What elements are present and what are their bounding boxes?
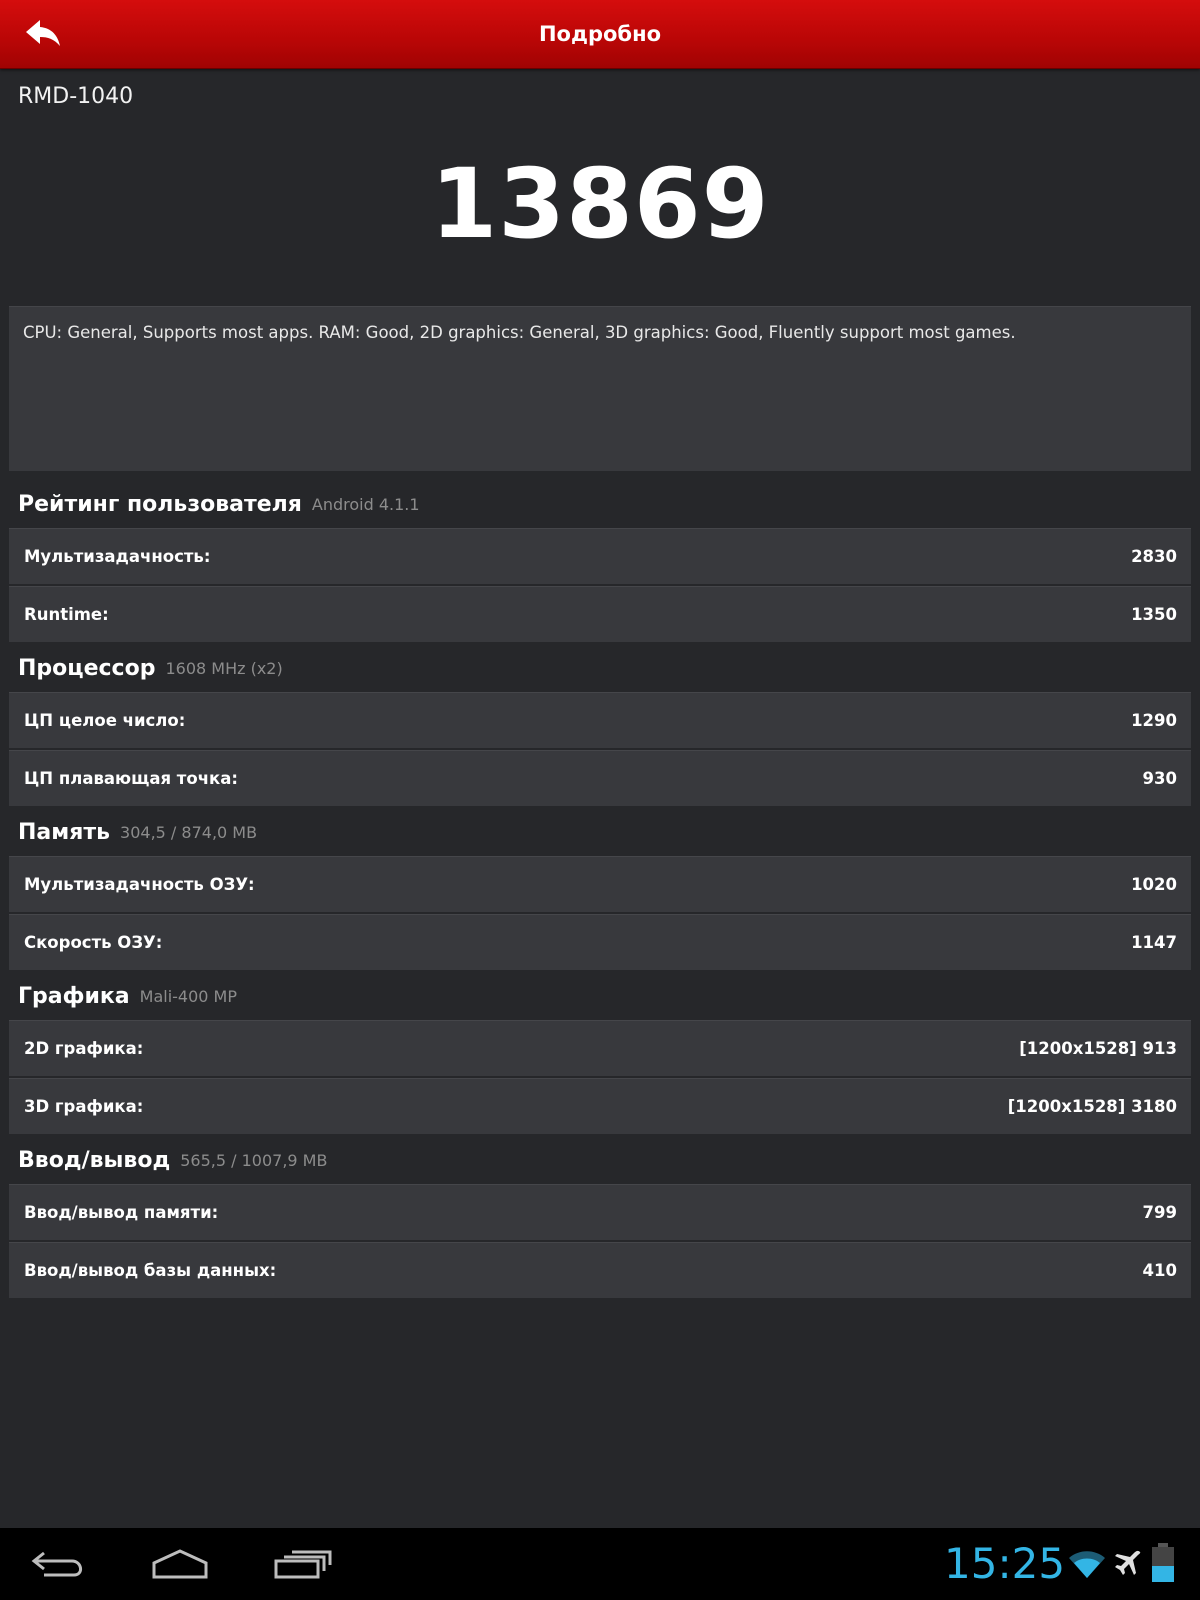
row-value: [1200x1528] 913 xyxy=(1019,1039,1177,1058)
section-subtitle: Android 4.1.1 xyxy=(311,494,420,514)
back-nav-icon xyxy=(30,1547,90,1581)
section-subtitle: 565,5 / 1007,9 MB xyxy=(180,1150,328,1170)
row-value: 1020 xyxy=(1131,875,1177,894)
row-value: 1147 xyxy=(1131,933,1177,952)
wifi-icon xyxy=(1066,1546,1108,1580)
row-label: Runtime: xyxy=(24,605,109,624)
row-label: Скорость ОЗУ: xyxy=(24,933,163,952)
device-name: RMD-1040 xyxy=(18,84,134,109)
row-value: 799 xyxy=(1142,1203,1177,1222)
system-nav-bar xyxy=(0,1528,1200,1600)
recent-apps-icon xyxy=(270,1547,334,1581)
section-header-user-rating xyxy=(18,484,420,524)
table-row xyxy=(9,1242,1191,1298)
nav-home-button[interactable] xyxy=(140,1540,220,1588)
airplane-mode-icon xyxy=(1112,1548,1144,1580)
table-row xyxy=(9,586,1191,642)
nav-back-button[interactable] xyxy=(20,1540,100,1588)
table-row xyxy=(9,1184,1191,1240)
status-clock[interactable]: 15:25 xyxy=(944,1539,1066,1588)
section-title: Процессор xyxy=(18,655,156,681)
table-row xyxy=(9,1020,1191,1076)
row-value: 930 xyxy=(1142,769,1177,788)
section-title: Память xyxy=(18,819,111,845)
row-label: ЦП плавающая точка: xyxy=(24,769,238,788)
row-label: 3D графика: xyxy=(24,1097,144,1116)
row-label: Ввод/вывод базы данных: xyxy=(24,1261,277,1280)
row-label: Мультизадачность: xyxy=(24,547,211,566)
battery-icon xyxy=(1150,1542,1176,1584)
row-value: 1350 xyxy=(1131,605,1177,624)
section-title: Графика xyxy=(18,983,130,1009)
table-row xyxy=(9,528,1191,584)
row-label: Ввод/вывод памяти: xyxy=(24,1203,219,1222)
table-row xyxy=(9,1078,1191,1134)
home-nav-icon xyxy=(148,1547,212,1581)
nav-recent-apps-button[interactable] xyxy=(262,1540,342,1588)
section-subtitle: 304,5 / 874,0 MB xyxy=(120,822,258,842)
section-subtitle: 1608 MHz (x2) xyxy=(165,658,283,678)
table-row xyxy=(9,692,1191,748)
section-header-io xyxy=(18,1140,327,1180)
section-header-graphics xyxy=(18,976,237,1016)
row-value: [1200x1528] 3180 xyxy=(1007,1097,1177,1116)
row-label: ЦП целое число: xyxy=(24,711,186,730)
table-row xyxy=(9,856,1191,912)
action-bar xyxy=(0,0,1200,69)
section-header-processor xyxy=(18,648,283,688)
total-score: 13869 xyxy=(430,148,770,260)
summary-text: CPU: General, Supports most apps. RAM: Good, 2D graphics: General, 3D graphics: Good, Fluently support most games. xyxy=(23,323,1016,342)
page-title: Подробно xyxy=(538,22,662,46)
row-value: 410 xyxy=(1142,1261,1177,1280)
section-subtitle: Mali-400 MP xyxy=(139,986,237,1006)
table-row xyxy=(9,914,1191,970)
row-label: Мультизадачность ОЗУ: xyxy=(24,875,255,894)
row-label: 2D графика: xyxy=(24,1039,144,1058)
section-title: Рейтинг пользователя xyxy=(18,491,302,517)
section-title: Ввод/вывод xyxy=(18,1147,171,1173)
section-header-memory xyxy=(18,812,257,852)
table-row xyxy=(9,750,1191,806)
row-value: 2830 xyxy=(1131,547,1177,566)
row-value: 1290 xyxy=(1131,711,1177,730)
summary-box xyxy=(9,306,1191,471)
